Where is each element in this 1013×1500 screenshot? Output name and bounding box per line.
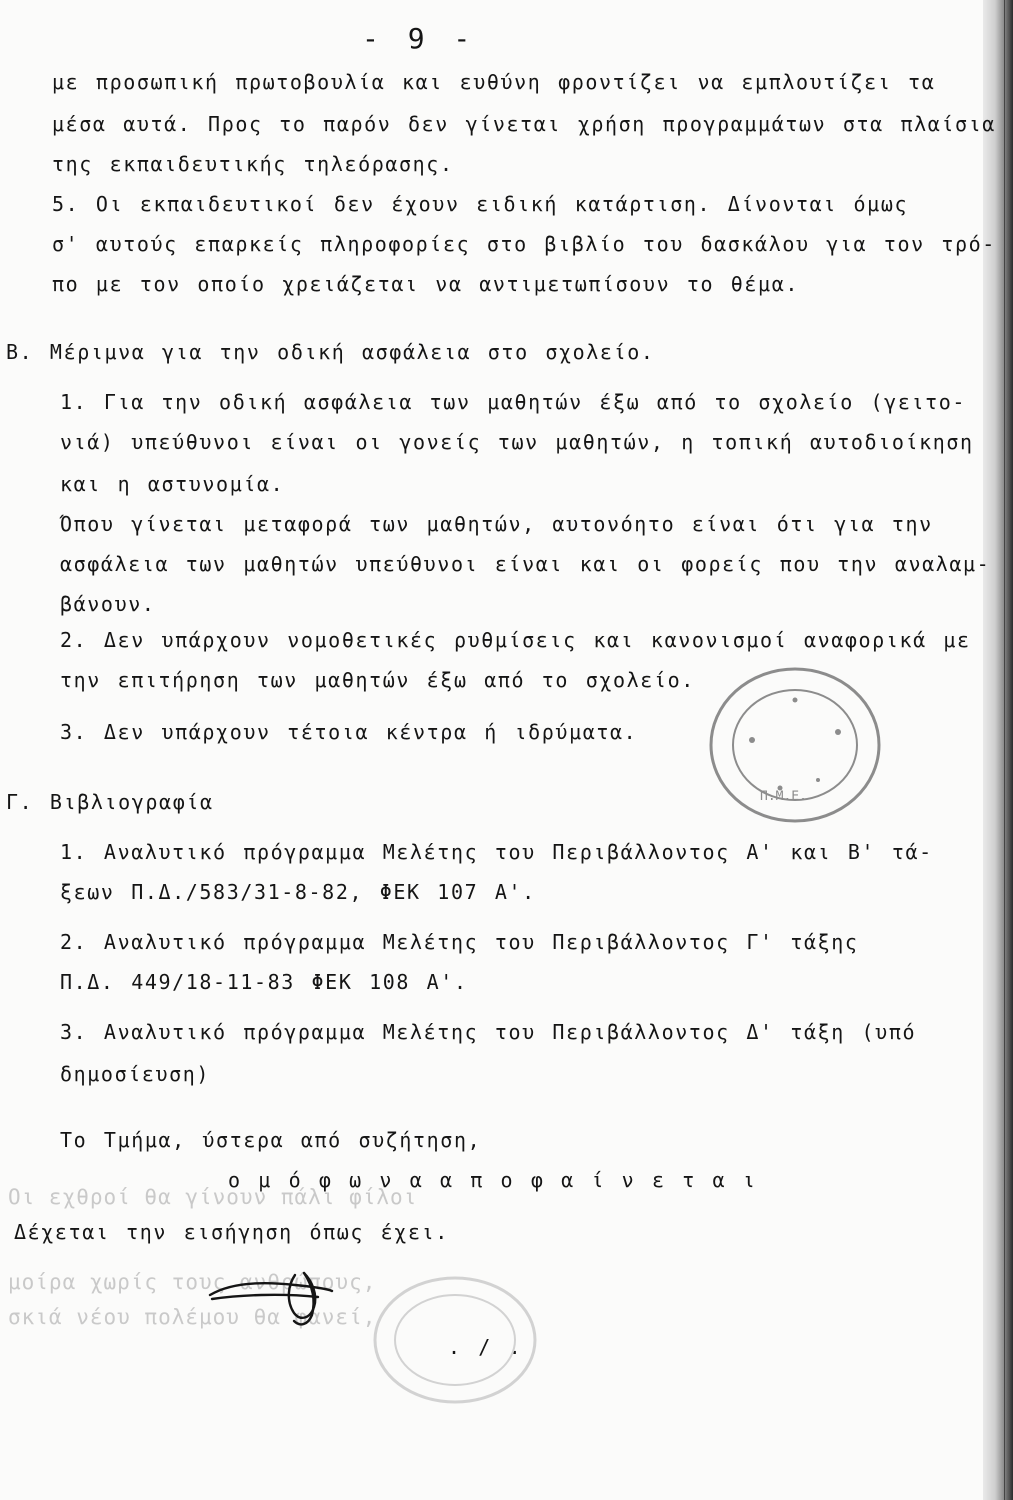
text-line: Δέχεται την εισήγηση όπως έχει. (14, 1220, 449, 1244)
section-heading-c: Γ. Βιβλιογραφία (6, 790, 214, 814)
bibliography-item: Π.Δ. 449/18-11-83 ΦΕΚ 108 Α'. (60, 970, 468, 994)
text-line: μέσα αυτά. Προς το παρόν δεν γίνεται χρήση προγραμμάτων στα πλαίσια (52, 112, 996, 136)
text-line: της εκπαιδευτικής τηλεόρασης. (52, 152, 454, 176)
faded-stamp (360, 1270, 550, 1410)
official-stamp (700, 660, 890, 830)
text-line: 3. Δεν υπάρχουν τέτοια κέντρα ή ιδρύματα. (60, 720, 638, 744)
bibliography-item: δημοσίευση) (60, 1062, 211, 1086)
text-line: Όπου γίνεται μεταφορά των μαθητών, αυτονόητο είναι ότι για την (60, 512, 933, 536)
continuation-mark: . / . (448, 1335, 523, 1359)
bibliography-item: ξεων Π.Δ./583/31-8-82, ΦΕΚ 107 Α'. (60, 880, 536, 904)
bibliography-item: 3. Αναλυτικό πρόγραμμα Μελέτης του Περιβάλλοντος Δ' τάξη (υπό (60, 1020, 917, 1044)
text-line: την επιτήρηση των μαθητών έξω από το σχολείο. (60, 668, 695, 692)
handwritten-signature (200, 1255, 350, 1335)
text-line: σ' αυτούς επαρκείς πληροφορίες στο βιβλίο του δασκάλου για τον τρό- (52, 232, 996, 256)
text-line: ασφάλεια των μαθητών υπεύθυνοι είναι και οι φορείς που την αναλαμ- (60, 552, 991, 576)
stamp-label: Π.Μ.Ε. (760, 789, 807, 804)
decision-line: ο μ ό φ ω ν α α π ο φ α ί ν ε τ α ι (228, 1168, 757, 1192)
text-line: Το Τμήμα, ύστερα από συζήτηση, (60, 1128, 482, 1152)
text-line: 1. Για την οδική ασφάλεια των μαθητών έξω από το σχολείο (γειτο- (60, 390, 967, 414)
text-line: 2. Δεν υπάρχουν νομοθετικές ρυθμίσεις και κανονισμοί αναφορικά με (60, 628, 971, 652)
text-line: βάνουν. (60, 592, 156, 616)
bleed-through-line: μοίρα χωρίς τους ανθρώπους, (8, 1270, 377, 1294)
text-line: με προσωπική πρωτοβουλία και ευθύνη φροντίζει να εμπλουτίζει τα (52, 70, 936, 94)
text-line: πο με τον οποίο χρειάζεται να αντιμετωπίσουν το θέμα. (52, 272, 799, 296)
page-number: - 9 - (362, 22, 477, 55)
text-line: 5. Οι εκπαιδευτικοί δεν έχουν ειδική κατάρτιση. Δίνονται όμως (52, 192, 909, 216)
bleed-through-line: σκιά νέου πολέμου θα φανεί, (8, 1305, 377, 1329)
section-heading-b: Β. Μέριμνα για την οδική ασφάλεια στο σχολείο. (6, 340, 655, 364)
text-line: και η αστυνομία. (60, 472, 285, 496)
bibliography-item: 1. Αναλυτικό πρόγραμμα Μελέτης του Περιβάλλοντος Α' και Β' τά- (60, 840, 933, 864)
bleed-through-line: Οι εχθροί θα γίνουν πάλι φίλοι (8, 1185, 418, 1209)
text-line: νιά) υπεύθυνοι είναι οι γονείς των μαθητών, η τοπική αυτοδιοίκηση (60, 430, 974, 454)
bibliography-item: 2. Αναλυτικό πρόγραμμα Μελέτης του Περιβάλλοντος Γ' τάξης (60, 930, 859, 954)
